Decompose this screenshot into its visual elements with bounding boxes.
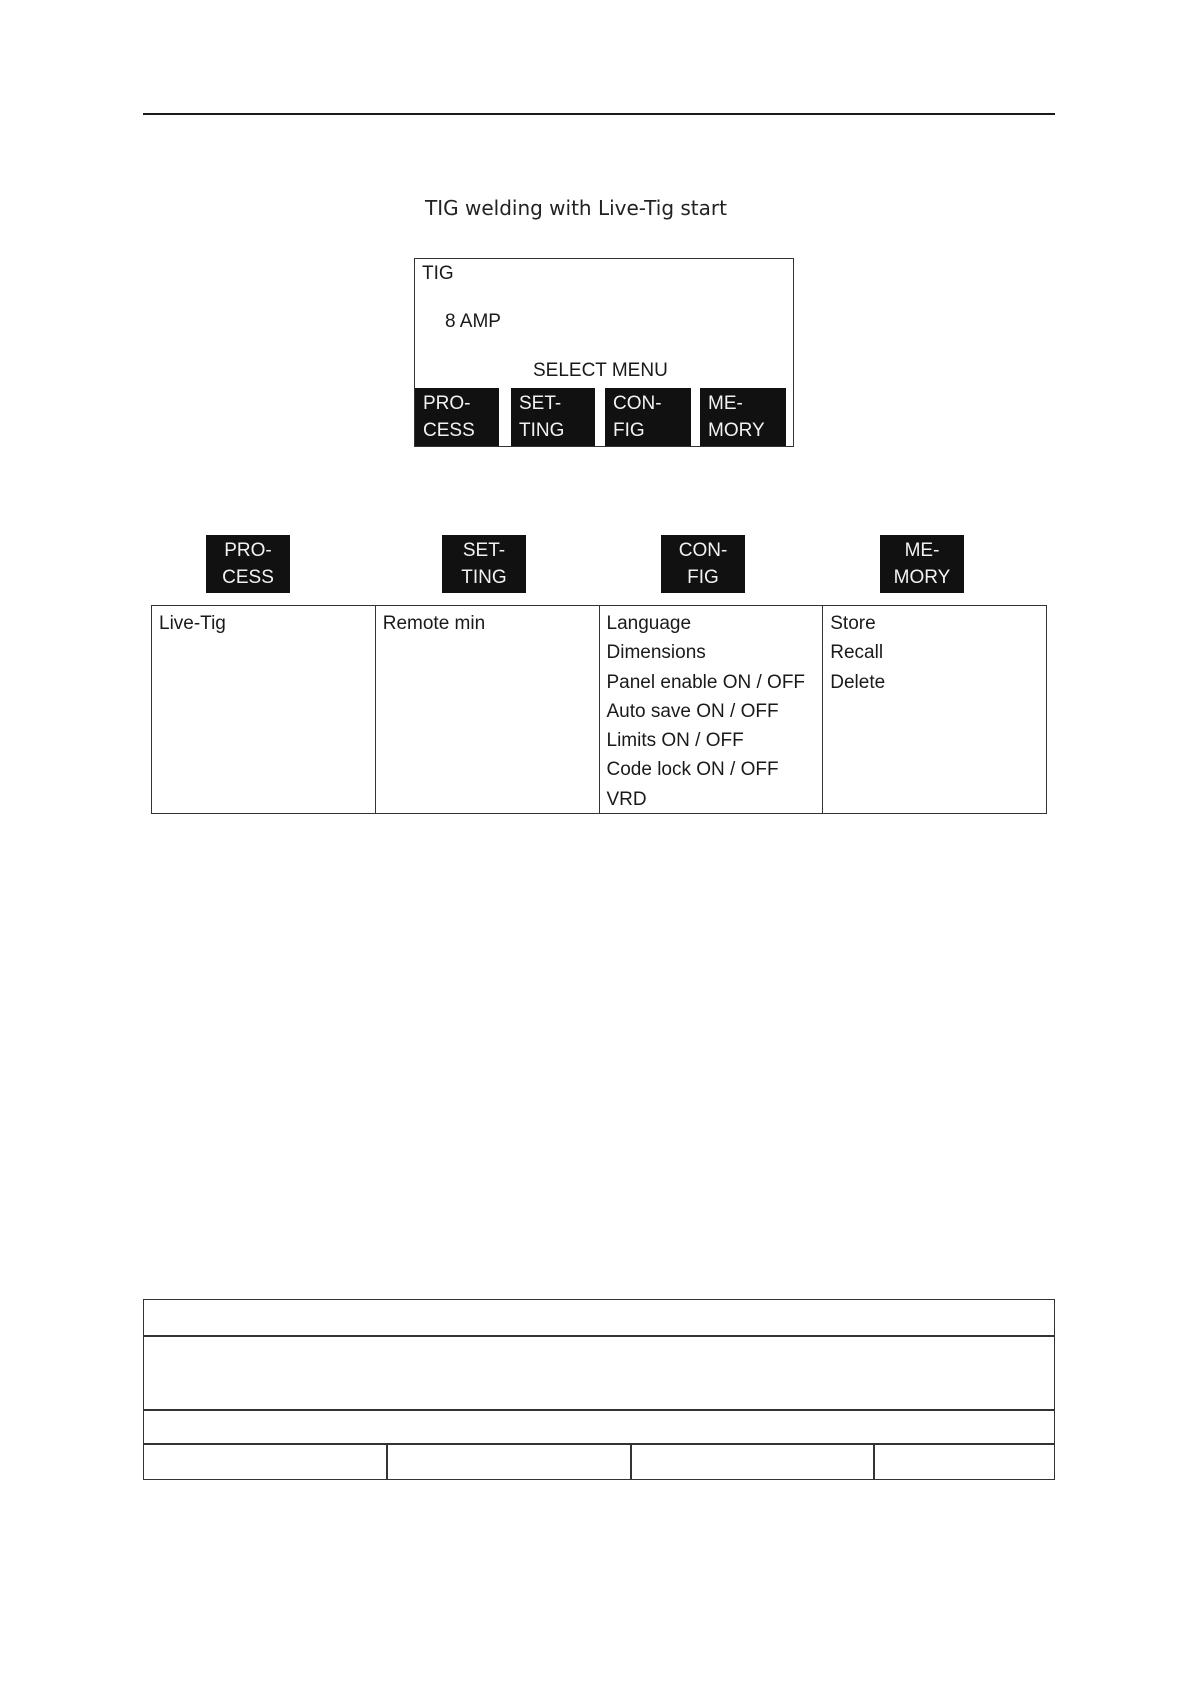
menu-button-memory[interactable]: ME- MORY — [880, 535, 964, 593]
form-column-divider — [386, 1444, 388, 1479]
menu-item: Limits ON / OFF — [606, 730, 744, 752]
form-divider — [144, 1409, 1054, 1411]
memory-menu-column — [823, 606, 1046, 813]
section-heading: TIG welding with Live-Tig start — [425, 196, 727, 220]
menu-item: Panel enable ON / OFF — [606, 671, 806, 693]
softkey-process[interactable]: PRO- CESS — [415, 388, 499, 446]
menu-item: Dimensions — [606, 642, 706, 664]
menu-item: Recall — [830, 642, 884, 664]
menu-item: Delete — [830, 671, 886, 693]
control-panel-display — [414, 258, 794, 447]
menu-button-setting[interactable]: SET- TING — [442, 535, 526, 593]
select-menu-prompt: SELECT MENU — [533, 360, 668, 381]
form-column-divider — [873, 1444, 875, 1479]
menu-item: Live-Tig — [159, 613, 226, 634]
softkey-setting[interactable]: SET- TING — [511, 388, 595, 446]
menu-item: VRD — [606, 788, 647, 810]
softkey-bar — [415, 388, 793, 446]
menu-item: Store — [830, 613, 876, 634]
softkey-config[interactable]: CON- FIG — [605, 388, 691, 446]
form-column-divider — [630, 1444, 632, 1479]
menu-item: Remote min — [382, 613, 486, 634]
menu-button-config[interactable]: CON- FIG — [661, 535, 745, 593]
menu-item: Auto save ON / OFF — [606, 700, 779, 722]
form-divider — [144, 1335, 1054, 1337]
form-divider — [144, 1443, 1054, 1445]
welding-mode-label: TIG — [422, 263, 454, 284]
current-readout: 8 AMP — [445, 311, 501, 332]
softkey-memory[interactable]: ME- MORY — [700, 388, 786, 446]
setting-menu-column — [376, 606, 600, 813]
menu-item: Code lock ON / OFF — [606, 759, 779, 781]
config-menu-column — [600, 606, 824, 813]
document-footer-form — [143, 1299, 1055, 1480]
header-rule — [143, 113, 1055, 115]
menu-item: Language — [606, 613, 692, 634]
menu-button-process[interactable]: PRO- CESS — [206, 535, 290, 593]
process-menu-column — [152, 606, 376, 813]
menu-overview-table — [151, 605, 1047, 814]
